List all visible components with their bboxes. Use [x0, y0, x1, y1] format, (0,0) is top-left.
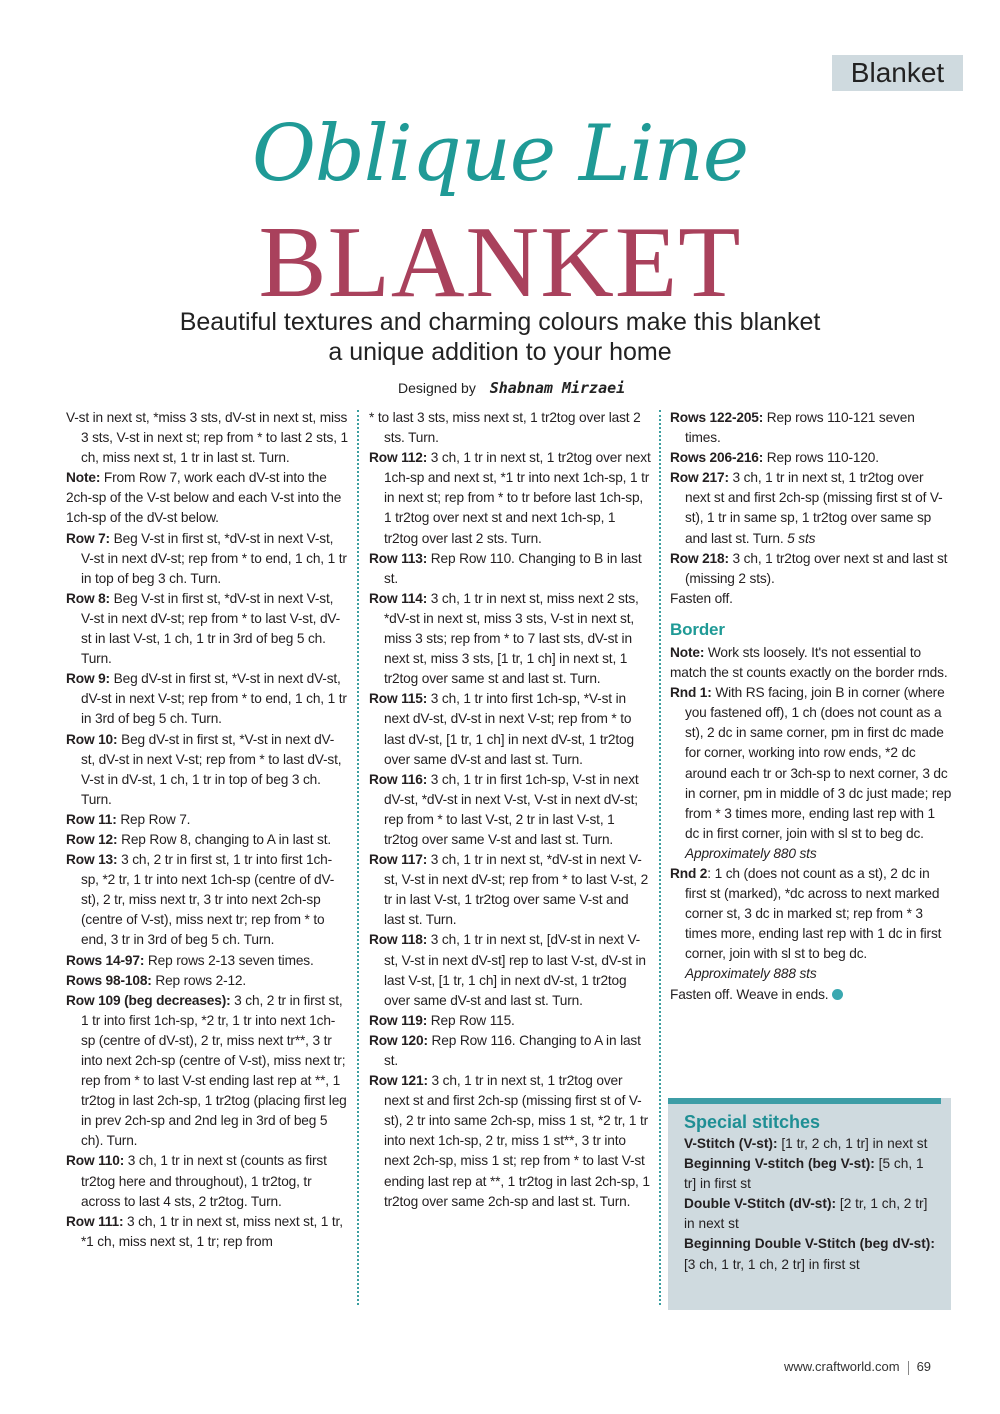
special-stitches-title: Special stitches: [684, 1112, 821, 1132]
row-label: Row 119:: [369, 1012, 428, 1028]
row-label: Rows 98-108:: [66, 972, 152, 988]
stitch-count: Approximately 888 sts: [685, 966, 817, 982]
pattern-row: [369, 448, 651, 548]
instruction-text: 3 ch, 1 tr in next st, miss next st, 1 tr, *1 ch, miss next st, 1 tr; rep from: [81, 1213, 343, 1249]
row-label: Rows 122-205:: [670, 410, 764, 425]
pattern-row: [66, 971, 348, 991]
row-label: Row 217:: [670, 470, 729, 486]
row-label: Row 218:: [670, 550, 729, 566]
pattern-row: [369, 770, 651, 850]
pattern-row: [369, 689, 651, 769]
instruction-text: 3 ch, 1 tr2tog over next st and last st (missing 2 sts).: [685, 550, 948, 586]
row-label: Row 9:: [66, 671, 110, 687]
row-label: Row 11:: [66, 811, 117, 827]
stitch-name: Double V-Stitch (dV-st):: [684, 1196, 837, 1212]
stitch-count: 5 sts: [787, 530, 816, 546]
yarn-ball-end-icon: [832, 989, 843, 1000]
instruction-text: Fasten off.: [670, 590, 733, 606]
pattern-row: [670, 549, 952, 589]
special-stitch-item: [684, 1134, 939, 1154]
instruction-text: Rep rows 110-121 seven times.: [685, 410, 915, 446]
stitch-definition: [1 tr, 2 ch, 1 tr] in next st: [777, 1136, 928, 1151]
pattern-row: [66, 468, 348, 528]
row-label: Row 109 (beg decreases):: [66, 992, 231, 1008]
row-label: Note:: [670, 644, 705, 660]
column-divider: [357, 410, 359, 1305]
instruction-text: 3 ch, 1 tr into first 1ch-sp, *V-st in next dV-st, dV-st in next V-st; rep from * to last dV-st, [1 tr, 1 ch] in next dV-st, 1 tr2tog over same dV-st and last st. Turn.: [384, 691, 634, 767]
border-heading: Border: [670, 619, 725, 639]
instruction-text: 3 ch, 1 tr in next st, 1 tr2tog over next st and first 2ch-sp (missing first st of V-st), 1 tr in same sp, 1 tr2tog over same sp and last st. Turn.: [685, 470, 943, 546]
byline: [398, 374, 625, 402]
footer: [784, 1358, 931, 1376]
instruction-text: Beg dV-st in first st, *V-st in next dV-st, dV-st in next V-st; rep from * to last dV-st, V-st in dV-st, 1 ch, 1 tr in top of beg 3 ch. Turn.: [81, 731, 342, 807]
instruction-text: Rep Row 7.: [116, 811, 191, 827]
subtitle: [0, 307, 1000, 367]
pattern-column-1: [66, 408, 348, 1252]
instruction-text: Work sts loosely. It's not essential to match the st counts exactly on the border rnds.: [670, 644, 948, 681]
row-label: Row 7:: [66, 530, 110, 546]
row-label: Row 10:: [66, 731, 118, 747]
pattern-column-2: [369, 408, 651, 1212]
instruction-text: 3 ch, 1 tr in next st (counts as first tr2tog here and throughout), 1 tr2tog, tr across to last 4 sts, 2 tr2tog. Turn.: [81, 1153, 327, 1209]
stitch-definition: [5 ch, 1 tr] in first st: [684, 1156, 924, 1192]
title-script: Oblique Line: [251, 109, 749, 199]
title-main: BLANKET: [258, 206, 742, 319]
stitch-definition: [2 tr, 1 ch, 2 tr] in next st: [684, 1196, 928, 1232]
row-label: Row 113:: [369, 550, 428, 566]
pattern-row: [670, 408, 952, 448]
row-label: Rnd 1:: [670, 685, 712, 701]
pattern-row: [66, 830, 348, 850]
page-number: 69: [916, 1359, 932, 1374]
border-row: [670, 643, 952, 683]
pattern-row: [369, 549, 651, 589]
row-label: Row 112:: [369, 450, 428, 466]
row-label: Row 111:: [66, 1213, 124, 1229]
instruction-text: Rep Row 110. Changing to B in last st.: [384, 550, 642, 586]
designer-name: Shabnam Mirzaei: [489, 379, 626, 397]
instruction-text: Beg dV-st in first st, *V-st in next dV-st, dV-st in next V-st; rep from * to end, 1 ch, 1 tr in 3rd of beg 5 ch. Turn.: [81, 671, 347, 727]
instruction-text: From Row 7, work each dV-st into the 2ch-sp of the V-st below and each V-st into the 1ch-sp of the dV-st below.: [66, 470, 342, 526]
instruction-text: 3 ch, 1 tr in next st, miss next 2 sts, *dV-st in next st, miss 3 sts, V-st in next st, miss 3 sts; rep from * to 7 last sts, dV-st in next st, miss 3 sts, [1 tr, 1 ch] in next st, 1 tr2tog over same st and last st. Turn.: [384, 590, 639, 687]
pattern-row: [66, 850, 348, 950]
instruction-text: Rep Row 8, changing to A in last st.: [117, 831, 332, 847]
instruction-text: Fasten off. Weave in ends.: [670, 986, 829, 1002]
row-label: Note:: [66, 470, 101, 486]
pattern-row: [670, 448, 952, 468]
instruction-text: With RS facing, join B in corner (where you fastened off), 1 ch (does not count as a st), 2 dc in same corner, pm in first dc made for corner, working into row ends, *2 dc around each tr or 3ch-sp to next corner, 3 dc in corner, pm in middle of 3 dc just made; rep from * 3 times more, ending last rep with 1 dc in first corner, join with sl st to beg dc.: [685, 685, 952, 841]
row-label: Rnd 2: [670, 865, 708, 881]
special-stitch-item: [684, 1154, 939, 1194]
instruction-text: : 1 ch (does not count as a st), 2 dc in first st (marked), *dc across to next marked corner st, 3 dc in marked st; rep from * 3 times more, ending last rep with 1 dc in first corner, join with sl st to beg dc.: [685, 865, 942, 962]
stitch-name: V-Stitch (V-st):: [684, 1136, 778, 1151]
special-stitches-box: [668, 1098, 951, 1310]
special-stitch-item: [684, 1194, 939, 1234]
pattern-row: [66, 991, 348, 1152]
column-divider: [659, 410, 661, 1305]
row-label: Rows 206-216:: [670, 450, 764, 466]
instruction-text: Rep Row 115.: [427, 1012, 515, 1028]
pattern-row: [670, 468, 952, 548]
instruction-text: Rep rows 110-120.: [763, 450, 879, 466]
pattern-row: [66, 529, 348, 589]
instruction-text: Rep Row 116. Changing to A in last st.: [384, 1032, 641, 1068]
instruction-text: Rep rows 2-13 seven times.: [144, 952, 314, 968]
pattern-row: [369, 589, 651, 689]
pattern-row: [66, 810, 348, 830]
pattern-row: [369, 1071, 651, 1212]
row-label: Row 114:: [369, 590, 428, 606]
pattern-row: [66, 951, 348, 971]
border-row: [670, 985, 952, 1005]
pattern-row: [369, 1031, 651, 1071]
row-label: Row 110:: [66, 1153, 125, 1169]
subtitle-line-2: a unique addition to your home: [328, 338, 672, 366]
row-label: Row 12:: [66, 831, 118, 847]
row-label: Row 121:: [369, 1073, 428, 1089]
footer-divider: [908, 1361, 909, 1375]
pattern-row: [369, 930, 651, 1010]
border-row: [670, 683, 952, 864]
pattern-row: [66, 408, 348, 468]
border-row: [670, 864, 952, 985]
stitch-name: Beginning Double V-Stitch (beg dV-st):: [684, 1236, 935, 1252]
instruction-text: 3 ch, 1 tr in first 1ch-sp, V-st in next dV-st, *dV-st in next V-st, V-st in next dV-st; rep from * to last V-st, 2 tr in last V-st, 1 tr2tog over same V-st and last st. Turn.: [384, 771, 639, 847]
pattern-row: [66, 1151, 348, 1211]
instruction-text: 3 ch, 1 tr in next st, [dV-st in next V-st, V-st in next dV-st] rep to last V-st, dV-st in last V-st, [1 tr, 1 ch] in next dV-st, 1 tr2tog over same dV-st and last st. Turn.: [384, 932, 646, 1008]
instruction-text: * to last 3 sts, miss next st, 1 tr2tog over last 2 sts. Turn.: [369, 410, 641, 446]
instruction-text: Beg V-st in first st, *dV-st in next V-st, V-st in next dV-st; rep from * to last V-st, dV-st in last V-st, 1 ch, 1 tr in 3rd of beg 5 ch. Turn.: [81, 590, 341, 667]
row-label: Row 120:: [369, 1032, 428, 1048]
pattern-column-3: [670, 408, 952, 1005]
box-accent-bar: [668, 1098, 941, 1104]
byline-label: Designed by: [398, 380, 476, 396]
instruction-text: 3 ch, 2 tr in first st, 1 tr into first 1ch-sp, *2 tr, 1 tr into next 1ch-sp (centre of dV-st), 2 tr, miss next tr, 3 tr into next 2ch-sp (centre of V-st), miss next tr; rep from * to end, 3 tr in 3rd of beg 5 ch. Turn.: [81, 852, 335, 948]
row-label: Row 118:: [369, 932, 428, 948]
special-stitch-item: [684, 1234, 939, 1274]
stitch-definition: [3 ch, 1 tr, 1 ch, 2 tr] in first st: [684, 1256, 860, 1272]
pattern-row: [66, 1212, 348, 1252]
row-label: Row 13:: [66, 852, 118, 868]
footer-url[interactable]: www.craftworld.com: [784, 1359, 900, 1374]
pattern-row: [66, 589, 348, 669]
instruction-text: 3 ch, 1 tr in next st, 1 tr2tog over next st and first 2ch-sp (missing first st of V-st), 2 tr into same 2ch-sp, miss 1 st, *2 tr, 1 tr into next 1ch-sp, 2 tr, miss 1 st**, 3 tr into next 2ch-sp, miss 1 st; rep from * to last V-st ending last rep at **, 1 tr2tog in last 2ch-sp, 1 tr2tog over same 2ch-sp and last st. Turn.: [384, 1073, 650, 1209]
section-tag: Blanket: [832, 55, 963, 91]
pattern-row: [66, 730, 348, 810]
row-label: Row 117:: [369, 852, 428, 868]
instruction-text: V-st in next st, *miss 3 sts, dV-st in next st, miss 3 sts, V-st in next st; rep from * to last 2 sts, 1 ch, miss next st, 1 tr in last st. Turn.: [66, 410, 348, 466]
subtitle-line-1: Beautiful textures and charming colours make this blanket: [179, 308, 821, 336]
stitch-count: Approximately 880 sts: [685, 845, 817, 861]
row-label: Row 115:: [369, 691, 428, 707]
row-label: Row 8:: [66, 590, 110, 606]
pattern-row: [670, 589, 952, 609]
pattern-row: [369, 850, 651, 930]
instruction-text: 3 ch, 2 tr in first st, 1 tr into first 1ch-sp, *2 tr, 1 tr into next 1ch-sp (centre of dV-st), 2 tr, miss next tr**, 3 tr into next 2ch-sp (centre of V-st), miss next tr; rep from * to last V-st ending last rep at **, 1 tr2tog in last 2ch-sp, 1 tr2tog (placing first leg in prev 2ch-sp and 2nd leg in 3rd of beg 5 ch). Turn.: [81, 992, 347, 1149]
stitch-name: Beginning V-stitch (beg V-st):: [684, 1156, 875, 1172]
instruction-text: 3 ch, 1 tr in next st, 1 tr2tog over next 1ch-sp and next st, *1 tr into next 1ch-sp, 1 tr in next st; rep from * to tr before last 1ch-sp, 1 tr2tog over next st and next 1ch-sp, 1 tr2tog over last 2 sts. Turn.: [384, 450, 651, 546]
instruction-text: Rep rows 2-12.: [151, 972, 247, 988]
pattern-row: [369, 1011, 651, 1031]
row-label: Rows 14-97:: [66, 952, 145, 968]
row-label: Row 116:: [369, 771, 428, 787]
pattern-row: [369, 408, 651, 448]
pattern-row: [66, 669, 348, 729]
instruction-text: 3 ch, 1 tr in next st, *dV-st in next V-st, V-st in next dV-st; rep from * to last V-st, 2 tr in last V-st, 1 tr2tog over same V-st and last st. Turn.: [384, 852, 649, 928]
instruction-text: Beg V-st in first st, *dV-st in next V-st, V-st in next dV-st; rep from * to end, 1 ch, 1 tr in top of beg 3 ch. Turn.: [81, 530, 347, 586]
